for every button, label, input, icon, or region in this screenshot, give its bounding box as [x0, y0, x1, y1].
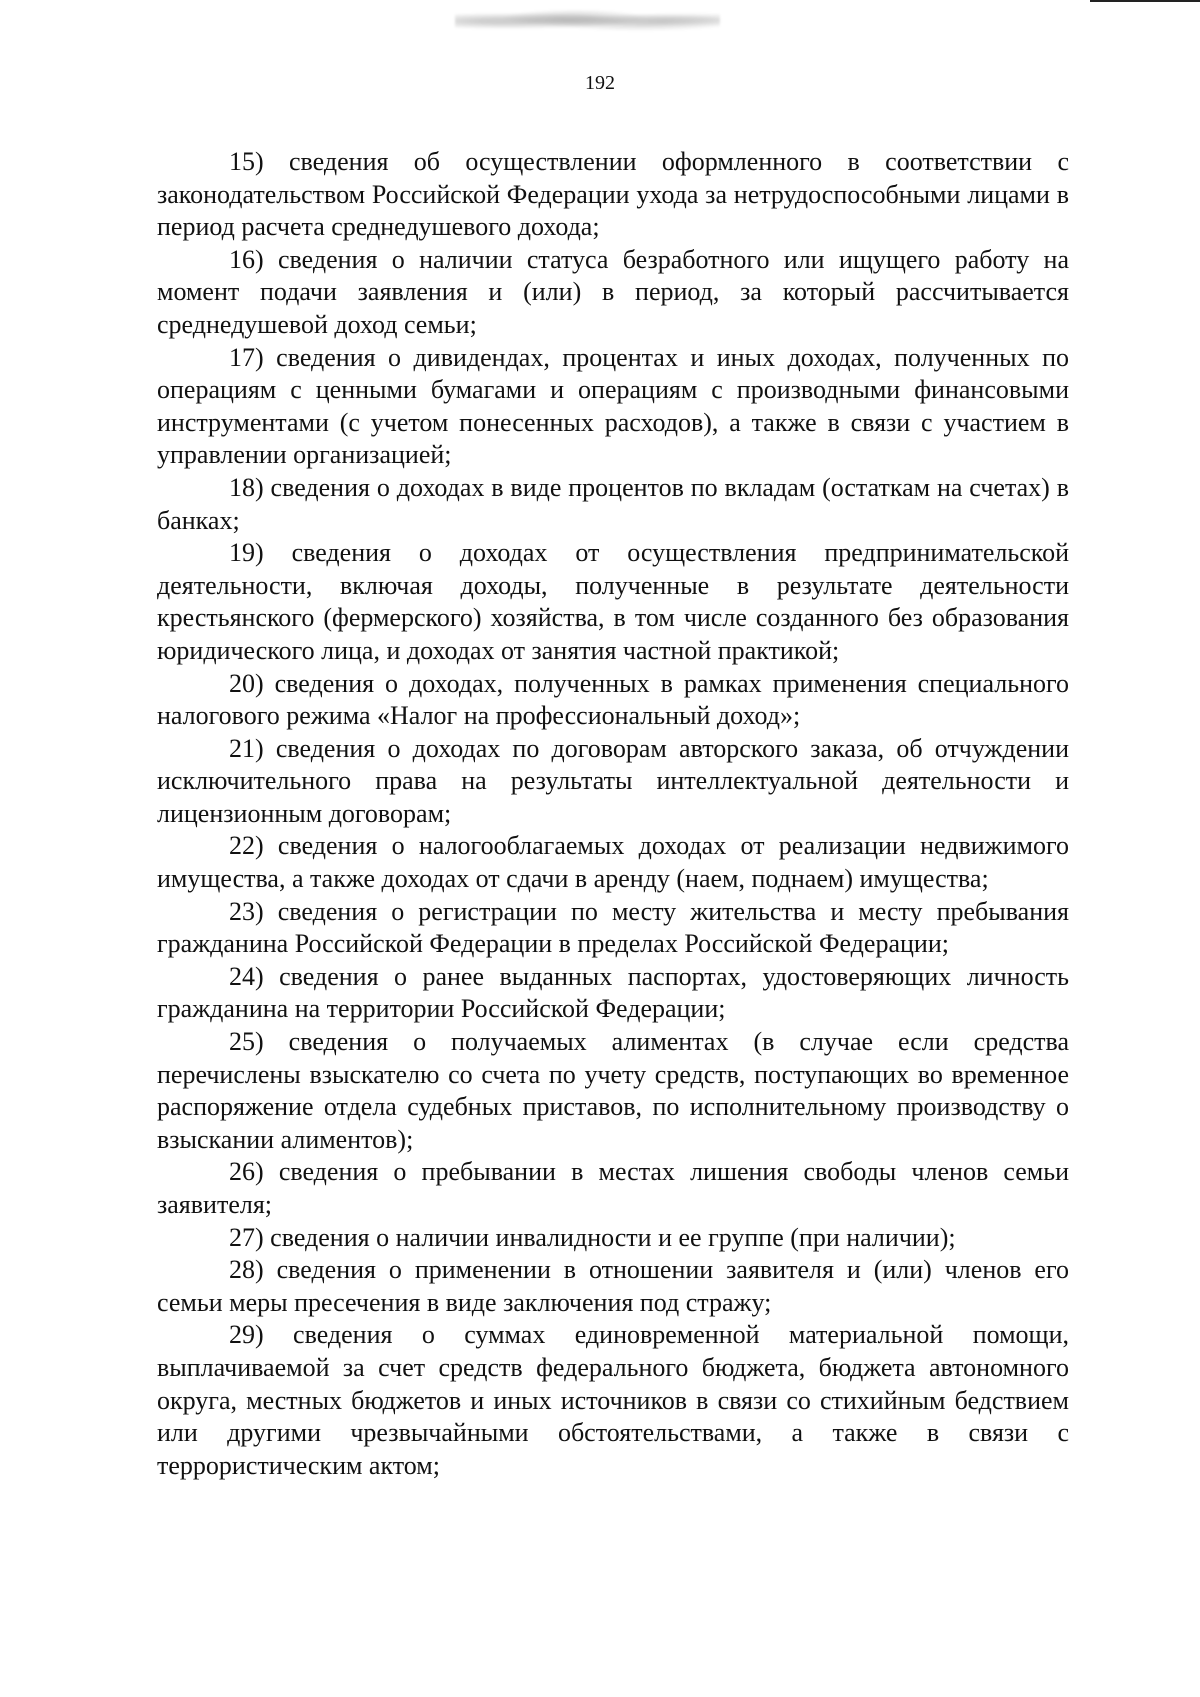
list-item: 23) сведения о регистрации по месту жительства и месту пребывания гражданина Российской Федерации в пределах Российской Федерации; — [157, 896, 1069, 959]
list-item: 26) сведения о пребывании в местах лишения свободы членов семьи заявителя; — [157, 1157, 1069, 1219]
list-item: 19) сведения о доходах от осуществления предпринимательской деятельности, включая доходы, полученные в результате деятельности крестьянского (фермерского) хозяйства, в том числе созданного без образования юридического лица, и доходах от занятия частной практикой; — [157, 538, 1069, 665]
scan-artifact — [455, 6, 720, 36]
list-item: 29) сведения о суммах единовременной материальной помощи, выплачиваемой за счет средств федерального бюджета, бюджета автономного округа, местных бюджетов и иных источников в связи со стихийным бедствием или другими чрезвычайными обстоятельствами, а также в связи с террористическим актом; — [157, 1320, 1069, 1480]
list-item: 22) сведения о налогооблагаемых доходах от реализации недвижимого имущества, а также доходах от сдачи в аренду (наем, поднаем) имущества; — [157, 831, 1069, 894]
list-item: 18) сведения о доходах в виде процентов по вкладам (остаткам на счетах) в банках; — [157, 472, 1069, 535]
page-number: 192 — [585, 72, 615, 94]
list-item: 27) сведения о наличии инвалидности и ее группе (при наличии); — [229, 1222, 956, 1252]
list-item: 25) сведения о получаемых алиментах (в случае если средства перечислены взыскателю со счета по учету средств, поступающих во временное распоряжение отдела судебных приставов, по исполнительному производству о взыскании алиментов); — [157, 1027, 1069, 1154]
document-body — [157, 146, 1069, 1482]
list-item: 24) сведения о ранее выданных паспортах, удостоверяющих личность гражданина на территории Российской Федерации; — [157, 961, 1069, 1024]
list-item: 20) сведения о доходах, полученных в рамках применения специального налогового режима «Налог на профессиональный доход»; — [157, 668, 1069, 731]
list-item: 17) сведения о дивидендах, процентах и иных доходах, полученных по операциям с ценными бумагами и операциям с производными финансовыми инструментами (с учетом понесенных расходов), а также в связи с участием в управлении организацией; — [157, 342, 1069, 470]
list-item: 28) сведения о применении в отношении заявителя и (или) членов его семьи меры пресечения в виде заключения под стражу; — [157, 1255, 1069, 1317]
scan-edge-line — [1090, 0, 1200, 2]
list-item: 15) сведения об осуществлении оформленного в соответствии с законодательством Российской Федерации ухода за нетрудоспособными лицами в период расчета среднедушевого дохода; — [157, 147, 1069, 242]
list-item: 21) сведения о доходах по договорам авторского заказа, об отчуждении исключительного права на результаты интеллектуальной деятельности и лицензионным договорам; — [157, 733, 1069, 828]
list-item: 16) сведения о наличии статуса безработного или ищущего работу на момент подачи заявления и (или) в период, за который рассчитывается среднедушевой доход семьи; — [157, 244, 1069, 339]
